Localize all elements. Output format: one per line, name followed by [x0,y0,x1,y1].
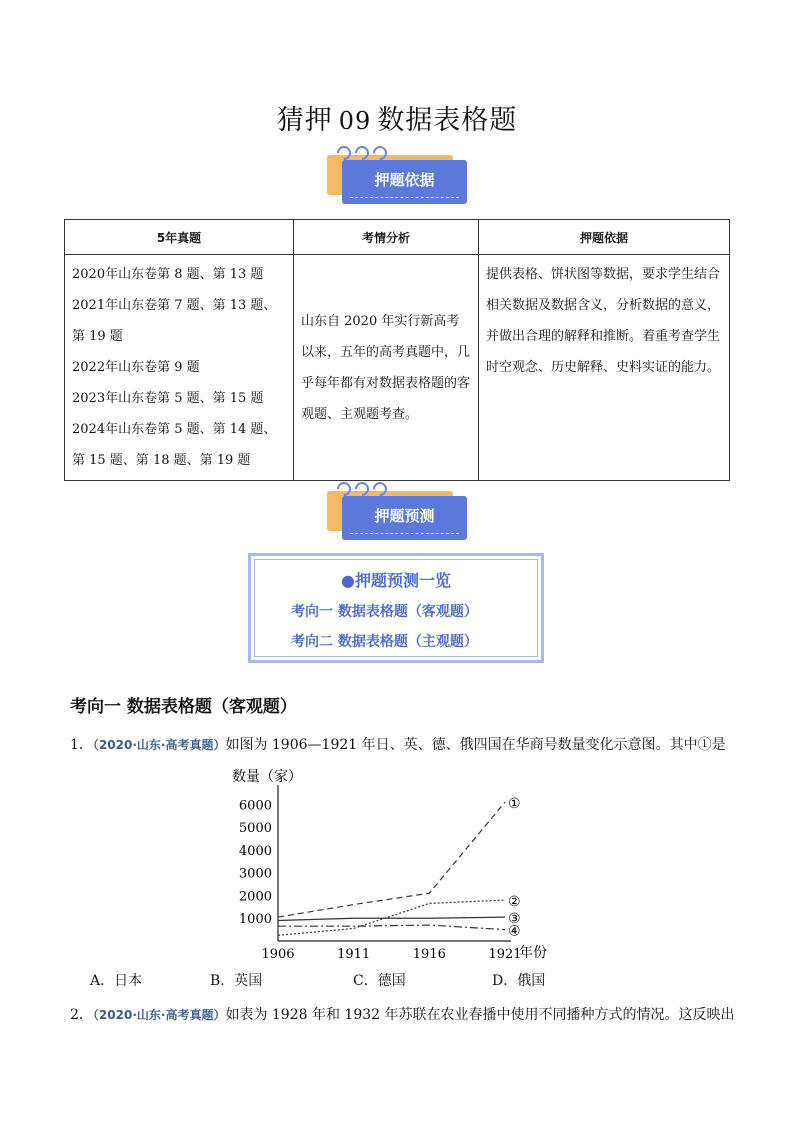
question-2 [70,1004,735,1024]
y-tick-label: 6000 [238,798,272,814]
page-title [0,98,794,137]
list-item: 2022年山东卷第 9 题 [72,360,200,375]
badge-rings-icon [337,146,387,160]
y-tick-label: 5000 [238,821,272,837]
line-chart [230,763,560,963]
overview-link-2[interactable]: 考向二 数据表格题（主观题） [291,634,478,650]
title-suffix: 数据表格题 [377,105,518,136]
badge-label: 押题预测 [342,496,467,540]
table-cell-years [65,255,294,481]
x-tick-label: 1921 [488,947,522,962]
title-prefix: 猜押 [276,105,333,136]
x-tick-label: 1906 [261,947,295,962]
question-source: （2020·山东·高考真题） [92,738,226,752]
question-source: （2020·山东·高考真题） [92,1008,226,1022]
section-badge-prediction [327,482,467,544]
x-axis-label: 年份 [519,945,547,961]
table-header-row [65,220,730,255]
title-number: 09 [338,107,372,135]
list-item: 2020年山东卷第 8 题、第 13 题 [72,267,264,282]
list-item: 2024年山东卷第 5 题、第 14 题、 [72,422,277,437]
question-text: 如表为 1928 年和 1932 年苏联在农业春播中使用不同播种方式的情况。这反映出 [225,1007,735,1023]
question-number: 2． [70,1007,93,1023]
badge-rings-icon [337,482,387,496]
series-label-3: ③ [508,911,521,928]
table-header: 押题依据 [479,220,730,255]
list-item: 2021年山东卷第 7 题、第 13 题、 [72,298,277,313]
series-line-3 [278,917,505,920]
question-number: 1． [70,737,93,753]
exam-basis-table [64,219,730,481]
series-line-1 [278,802,505,917]
table-row [65,255,730,481]
y-tick-label: 1000 [238,912,272,928]
section-badge-basis [327,146,467,208]
overview-link-1[interactable]: 考向一 数据表格题（客观题） [291,604,478,620]
list-item: 第 19 题 [72,329,123,344]
table-header: 考情分析 [294,220,479,255]
question-1 [70,734,726,754]
question-text: 如图为 1906—1921 年日、英、德、俄四国在华商号数量变化示意图。其中①是 [225,737,726,753]
option-b[interactable]: B．英国 [210,973,263,989]
section-heading: 考向一 数据表格题（客观题） [70,697,297,717]
series-label-2: ② [508,894,521,911]
series-line-4 [278,925,505,930]
x-tick-label: 1916 [412,947,446,962]
series-label-4: ④ [508,923,521,940]
y-tick-label: 3000 [238,866,272,882]
table-header: 5年真题 [65,220,294,255]
option-a[interactable]: A．日本 [90,973,143,989]
list-item: 第 15 题、第 18 题、第 19 题 [72,453,251,468]
overview-title: ●押题预测一览 [341,571,451,590]
y-axis-label: 数量（家） [232,769,302,785]
table-cell-analysis: 山东自 2020 年实行新高考以来，五年的高考真题中，几乎每年都有对数据表格题的客观题、主观题考查。 [294,255,479,481]
badge-label: 押题依据 [342,160,467,204]
table-cell-basis: 提供表格、饼状图等数据，要求学生结合相关数据及数据含义，分析数据的意义，并做出合理的解释和推断。着重考查学生时空观念、历史解释、史料实证的能力。 [479,255,730,481]
y-tick-label: 2000 [238,889,272,905]
x-tick-label: 1911 [337,947,371,962]
option-d[interactable]: D．俄国 [492,973,546,989]
prediction-overview-box [248,553,544,663]
option-c[interactable]: C．德国 [353,973,406,989]
y-tick-label: 4000 [238,843,272,859]
series-label-1: ① [508,796,521,813]
list-item: 2023年山东卷第 5 题、第 15 题 [72,391,264,406]
